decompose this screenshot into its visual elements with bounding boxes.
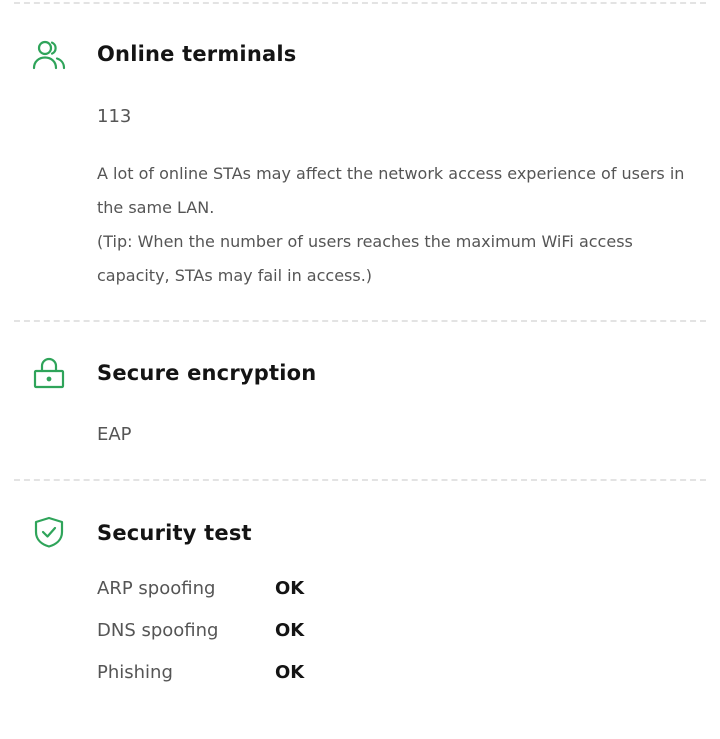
secure-encryption-title: Secure encryption	[97, 361, 317, 385]
shield-check-icon	[32, 515, 66, 549]
online-terminals-title: Online terminals	[97, 42, 297, 66]
online-terminals-count: 113	[97, 106, 132, 127]
test-row-dns	[97, 615, 304, 645]
test-name: DNS spoofing	[97, 619, 219, 641]
test-name: Phishing	[97, 661, 173, 683]
security-test-title: Security test	[97, 521, 252, 545]
test-status: OK	[275, 577, 305, 599]
test-row-phishing	[97, 657, 304, 687]
test-name: ARP spoofing	[97, 577, 216, 599]
test-status: OK	[275, 661, 305, 683]
online-terminals-tip: (Tip: When the number of users reaches the maximum WiFi access capacity, STAs may fail in access.)	[97, 232, 633, 285]
secure-encryption-value: EAP	[97, 424, 132, 445]
online-terminals-warning: A lot of online STAs may affect the network access experience of users in the same LAN.	[97, 164, 685, 217]
test-status: OK	[275, 619, 305, 641]
test-row-arp	[97, 573, 304, 603]
